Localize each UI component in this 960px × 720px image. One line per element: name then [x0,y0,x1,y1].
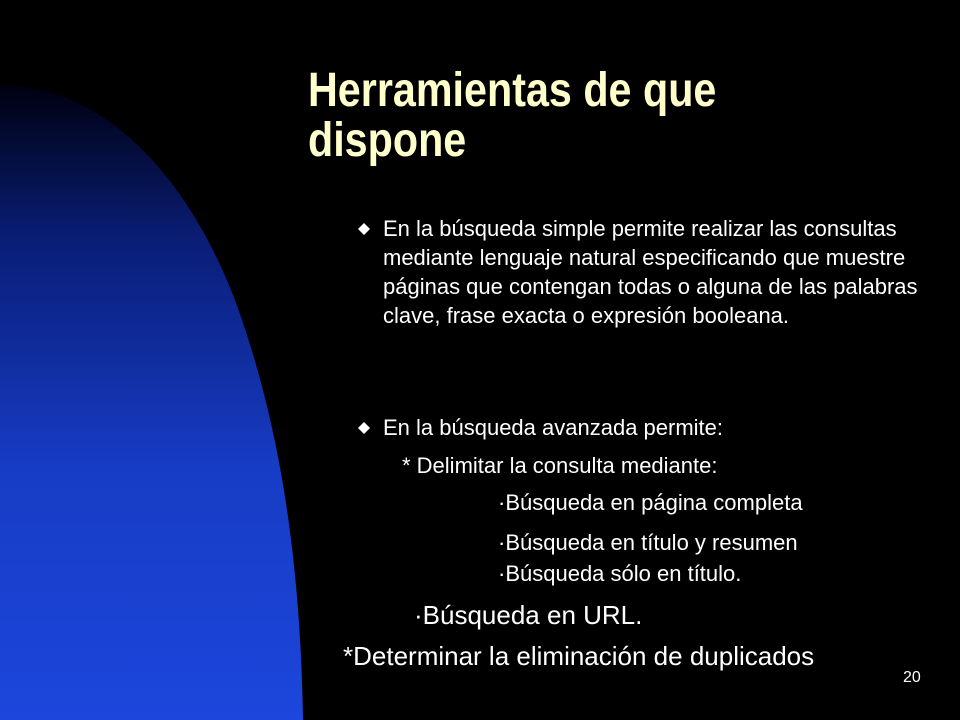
duplicates-item: *Determinar la eliminación de duplicados [343,641,815,671]
bullet-advanced-search: En la búsqueda avanzada permite: [383,415,724,440]
sub-item-full-page: ·Búsqueda en página completa [498,490,803,515]
sub-item-title-summary: ·Búsqueda en título y resumen [498,530,798,555]
slide-title: Herramientas de que dispone [308,64,717,167]
sub-item-url: ·Búsqueda en URL. [414,600,643,630]
delimit-heading: * Delimitar la consulta mediante: [402,453,718,478]
sub-item-title-only: ·Búsqueda sólo en título. [498,561,742,586]
diamond-bullet-icon [358,422,370,434]
diamond-bullet-icon [358,223,370,235]
page-number: 20 [903,669,921,686]
bullet-simple-search: En la búsqueda simple permite realizar las consultas mediante lenguaje natural especificando que muestre páginas que contengan todas o alguna de las palabras clave, frase exacta o expresión booleana. [383,216,918,328]
